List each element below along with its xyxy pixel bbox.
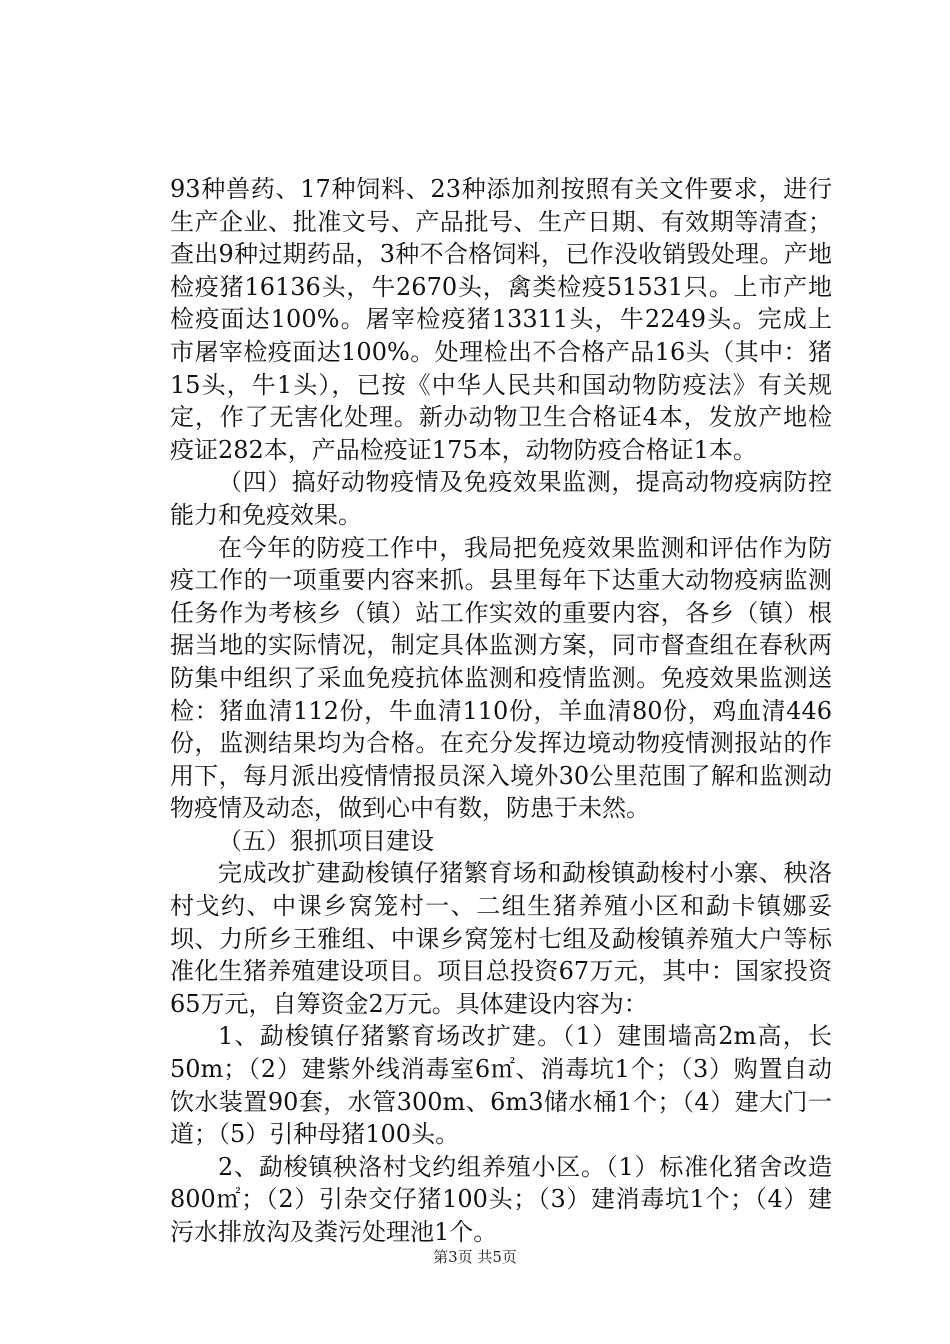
page-number-footer: 第3页 共5页: [433, 1248, 517, 1266]
document-body: [170, 173, 832, 1249]
heading-section-four: （四）搞好动物疫情及免疫效果监测，提高动物疫病防控能力和免疫效果。: [170, 468, 832, 529]
paragraph-monitoring: 在今年的防疫工作中，我局把免疫效果监测和评估作为防疫工作的一项重要内容来抓。县里每年下达重大动物疫病监测任务作为考核乡（镇）站工作实效的重要内容，各乡（镇）根据当地的实际情况，制定具体监测方案，同市督查组在春秋两防集中组织了采血免疫抗体监测和疫情监测。免疫效果监测送检：猪血清112份，牛血清110份，羊血清80份，鸡血清446份，监测结果均为合格。在充分发挥边境动物疫情测报站的作用下，每月派出疫情情报员深入境外30公里范围了解和监测动物疫情及动态，做到心中有数，防患于未然。: [170, 533, 832, 823]
paragraph-project-item-2: 2、勐梭镇秧洛村戈约组养殖小区。（1）标准化猪舍改造800㎡；（2）引杂交仔猪100头；（3）建消毒坑1个；（4）建污水排放沟及粪污处理池1个。: [170, 1152, 832, 1246]
heading-section-five: （五）狠抓项目建设: [218, 826, 434, 855]
paragraph-inspection-summary: 93种兽药、17种饲料、23种添加剂按照有关文件要求，进行生产企业、批准文号、产品批号、生产日期、有效期等清查；查出9种过期药品，3种不合格饲料，已作没收销毁处理。产地检疫猪16136头，牛2670头，禽类检疫51531只。上市产地检疫面达100%。屠宰检疫猪13311头，牛2249头。完成上市屠宰检疫面达100%。处理检出不合格产品16头（其中：猪15头，牛1头），已按《中华人民共和国动物防疫法》有关规定，作了无害化处理。新办动物卫生合格证4本，发放产地检疫证282本，产品检疫证175本，动物防疫合格证1本。: [170, 175, 832, 464]
paragraph-project-item-1: 1、勐梭镇仔猪繁育场改扩建。（1）建围墙高2m高，长50m；（2）建紫外线消毒室6㎡、消毒坑1个；（3）购置自动饮水装置90套，水管300m、6m3储水桶1个；（4）建大门一道；（5）引种母猪100头。: [170, 1022, 832, 1149]
paragraph-project-overview: 完成改扩建勐梭镇仔猪繁育场和勐梭镇勐梭村小寨、秧洛村戈约、中课乡窝笼村一、二组生猪养殖小区和勐卡镇娜妥坝、力所乡王雅组、中课乡窝笼村七组及勐梭镇养殖大户等标准化生猪养殖建设项目。项目总投资67万元，其中：国家投资65万元，自筹资金2万元。具体建设内容为：: [170, 859, 832, 1018]
